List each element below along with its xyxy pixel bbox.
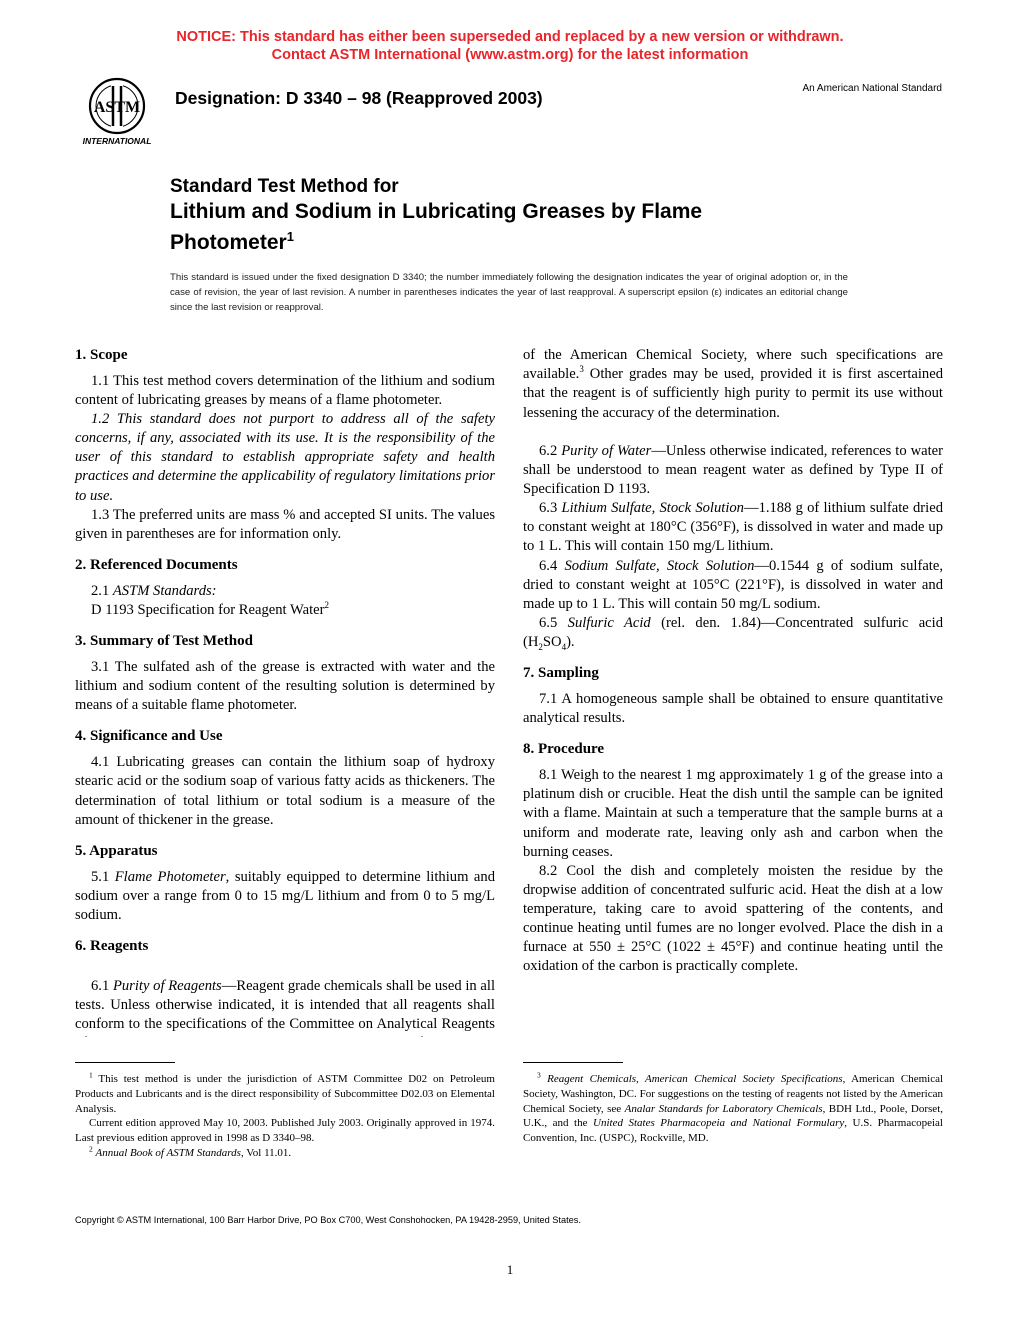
paragraph: 8.1 Weigh to the nearest 1 mg approximately 1 g of the grease into a platinum dish or crucible. Heat the dish until the sample can be ignited with a flame. Maintain at such a temperature that the sample burns at a uniform and moderate rate, leaving only ash and carbon when the burning ceases. [523, 767, 943, 860]
paragraph [523, 557, 943, 614]
title-block [170, 175, 810, 255]
section-heading: 5. Apparatus [75, 842, 158, 859]
left-column [75, 346, 495, 995]
para-text: —0.1544 g of sodium sulfate, dried to constant weight at 105°C (221°F), is dissolved in water and made up to 1 L. This will contain 50 mg/L sodium. [523, 557, 943, 612]
section-heading: 4. Significance and Use [75, 728, 223, 745]
footnote-1 [75, 1072, 495, 1116]
title-prefix: Standard Test Method for [170, 176, 399, 197]
footnotes-left [75, 1072, 495, 1161]
footnote-text: , U.S. Pharmacopeial Convention, Inc. (USPC), Rockville, MD. [523, 1117, 943, 1145]
right-column [523, 346, 943, 988]
footnote-text: , BDH Ltd., Poole, Dorset, U.K., and the [523, 1102, 943, 1130]
para-text: Other grades may be used, provided it is first ascertained that the reagent is of sufficiently high purity to permit its use without lessening the accuracy of the determination. [523, 366, 943, 421]
section-heading: 7. Sampling [523, 665, 599, 682]
para-number: 5.1 [91, 868, 115, 885]
para-number: 6.4 [539, 557, 565, 574]
paragraph [523, 499, 943, 556]
subscript: 2 [538, 641, 543, 652]
footnote-2 [75, 1146, 495, 1161]
para-text: of the American Chemical Society, where such specifications are available. [523, 347, 943, 383]
para-number: 6.1 [91, 978, 113, 994]
section-heading: 8. Procedure [523, 741, 605, 758]
para-text: —1.188 g of lithium sulfate dried to constant weight at 180°C (356°F), is dissolved in water and made up to 1 L. This will contain 150 mg/L lithium. [523, 500, 943, 555]
section-heading: 6. Reagents [75, 937, 149, 954]
section-reagents-continued [523, 442, 943, 652]
para-italic: Flame Photometer [114, 868, 226, 885]
para-text: —Unless otherwise indicated, references to water shall be understood to mean reagent water as defined by Type II of Specification D 1193. [523, 443, 944, 498]
footnote-marker: 2 [89, 1144, 93, 1154]
reagents-6-1-left [75, 977, 495, 1037]
section-procedure [523, 740, 943, 976]
footnote-italic: Reagent Chemicals, American Chemical Society Specifications [547, 1073, 843, 1085]
paragraph [523, 442, 943, 499]
para-italic: Sodium Sulfate, Stock Solution [564, 557, 755, 574]
section-sampling [523, 664, 943, 728]
footnote-text: , Vol 11.01. [240, 1146, 292, 1159]
section-heading: 1. Scope [75, 347, 128, 363]
reference-text: D 1193 Specification for Reagent Water [91, 601, 325, 618]
title-text: Lithium and Sodium in Lubricating Greases by Flame Photometer [170, 200, 703, 254]
footnote-ref: 3 [579, 364, 584, 375]
page-number: 1 [506, 1262, 514, 1277]
footnote-rule-left [75, 1062, 175, 1063]
footnote-italic: United States Pharmacopeia and National Formulary [593, 1117, 845, 1130]
paragraph [523, 346, 943, 423]
paragraph: 8.2 Cool the dish and completely moisten the residue by the dropwise addition of concentrated sulfuric acid. Heat the dish at a low temperature, taking care to avoid spattering of the contents, and continue heating until fumes are no longer evolved. Place the dish in a furnace at 550 ± 25°C (1022 ± 45°F) and continue heating until the oxidation of the carbon is practically complete. [523, 862, 943, 975]
para-text: —Reagent grade chemicals shall be used in all tests. Unless otherwise indicated, it is intended that all reagents shall conform to the specifications of the Committee on Analytical Reagents [75, 978, 495, 1033]
section-referenced-documents [75, 556, 495, 620]
para-number: 6.3 [539, 500, 562, 517]
para-text: ). [566, 633, 575, 650]
para-italic: Purity of Reagents [112, 978, 222, 994]
subscript: 4 [561, 641, 567, 652]
section-summary [75, 632, 495, 715]
american-national-standard-label: An American National Standard [802, 83, 942, 94]
footnote-marker: 3 [537, 1070, 541, 1080]
footnote-text: This test method is under the jurisdiction of ASTM Committee D02 on Petroleum Products and Lubricants and is the direct responsibility of Subcommittee D02.03 on Elemental Analysis. [75, 1073, 495, 1115]
section-apparatus [75, 842, 495, 925]
section-heading: 2. Referenced Documents [75, 556, 238, 573]
footnote-1b: Current edition approved May 10, 2003. Published July 2003. Originally approved in 1974. Last previous edition approved in 1998 as D 3340–98. [75, 1117, 495, 1145]
paragraph [75, 868, 495, 925]
paragraph: 3.1 The sulfated ash of the grease is extracted with water and the lithium and sodium content of the resulting solution is determined by means of a suitable flame photometer. [75, 659, 495, 714]
footnote-rule-right [523, 1062, 623, 1063]
footnote-ref: 2 [324, 600, 329, 611]
logo-text: ASTM [93, 99, 141, 116]
notice-line-1: NOTICE: This standard has either been superseded and replaced by a new version or withdrawn. [176, 29, 844, 45]
paragraph-safety: 1.2 This standard does not purport to address all of the safety concerns, if any, associated with its use. It is the responsibility of the user of this standard to establish appropriate safety and health practices and determine the applicability of regulatory limitations prior to use. [75, 411, 495, 504]
para-text: , suitably equipped to determine lithium and sodium over a range from 0 to 15 mg/L lithium and from 0 to 5 mg/L sodium. [75, 868, 496, 923]
copyright-line: Copyright © ASTM International, 100 Barr Harbor Drive, PO Box C700, West Conshohocken, PA 19428-2959, United States. [75, 1215, 581, 1225]
paragraph: 1.3 The preferred units are mass % and accepted SI units. The values given in parentheses are for information only. [75, 506, 495, 542]
footnotes-right [523, 1072, 943, 1146]
paragraph [75, 582, 495, 601]
para-italic: Purity of Water [561, 443, 652, 459]
footnote-3 [523, 1072, 943, 1146]
paragraph: 7.1 A homogeneous sample shall be obtained to ensure quantitative analytical results. [523, 691, 943, 727]
section-significance [75, 727, 495, 829]
paragraph: 1.1 This test method covers determination of the lithium and sodium content of lubricating greases by means of a flame photometer. [75, 373, 495, 409]
para-number: 6.5 [539, 614, 568, 631]
paragraph: 4.1 Lubricating greases can contain the lithium soap of hydroxy stearic acid or the sodium soap of various fatty acids as thickeners. The determination of total lithium or total sodium is a measure of the amount of thickener in the grease. [75, 754, 495, 828]
para-italic: Lithium Sulfate, Stock Solution [561, 500, 744, 517]
astm-logo [73, 74, 161, 148]
footnote-marker: 1 [89, 1070, 93, 1080]
reagents-6-1-continued [523, 346, 943, 442]
reference-entry [75, 601, 495, 620]
document-title [170, 199, 810, 255]
logo-subtext: INTERNATIONAL [82, 136, 152, 146]
designation: Designation: D 3340 – 98 (Reapproved 2003) [175, 88, 543, 108]
para-number: 2.1 [91, 582, 113, 599]
section-scope [75, 346, 495, 544]
para-italic: Sulfuric Acid [567, 614, 651, 631]
notice-line-2: Contact ASTM International (www.astm.org) for the latest information [271, 47, 749, 63]
footnote-italic: Annual Book of ASTM Standards [95, 1146, 241, 1159]
para-text: SO [542, 633, 562, 650]
footnote-text: , American Chemical Society, Washington, DC. For suggestions on the testing of reagents not listed by the American Chemical Society, see [523, 1073, 944, 1115]
designation-intro: This standard is issued under the fixed designation D 3340; the number immediately following the designation indicates the year of original adoption or, in the case of revision, the year of last revision. A number in parentheses indicates the year of last reapproval. A superscript epsilon (ε) indicates an editorial change since the last revision or reapproval. [170, 272, 848, 313]
para-number: 6.2 [539, 443, 562, 459]
para-text: (rel. den. 1.84)—Concentrated sulfuric acid (H [523, 614, 944, 650]
footnote-italic: Analar Standards for Laboratory Chemicals [624, 1102, 823, 1115]
title-footnote-ref: 1 [286, 229, 294, 244]
withdrawal-notice [0, 28, 1020, 64]
para-italic: ASTM Standards: [112, 582, 217, 599]
section-heading: 3. Summary of Test Method [75, 633, 253, 650]
paragraph [75, 977, 495, 1037]
paragraph [523, 614, 943, 652]
